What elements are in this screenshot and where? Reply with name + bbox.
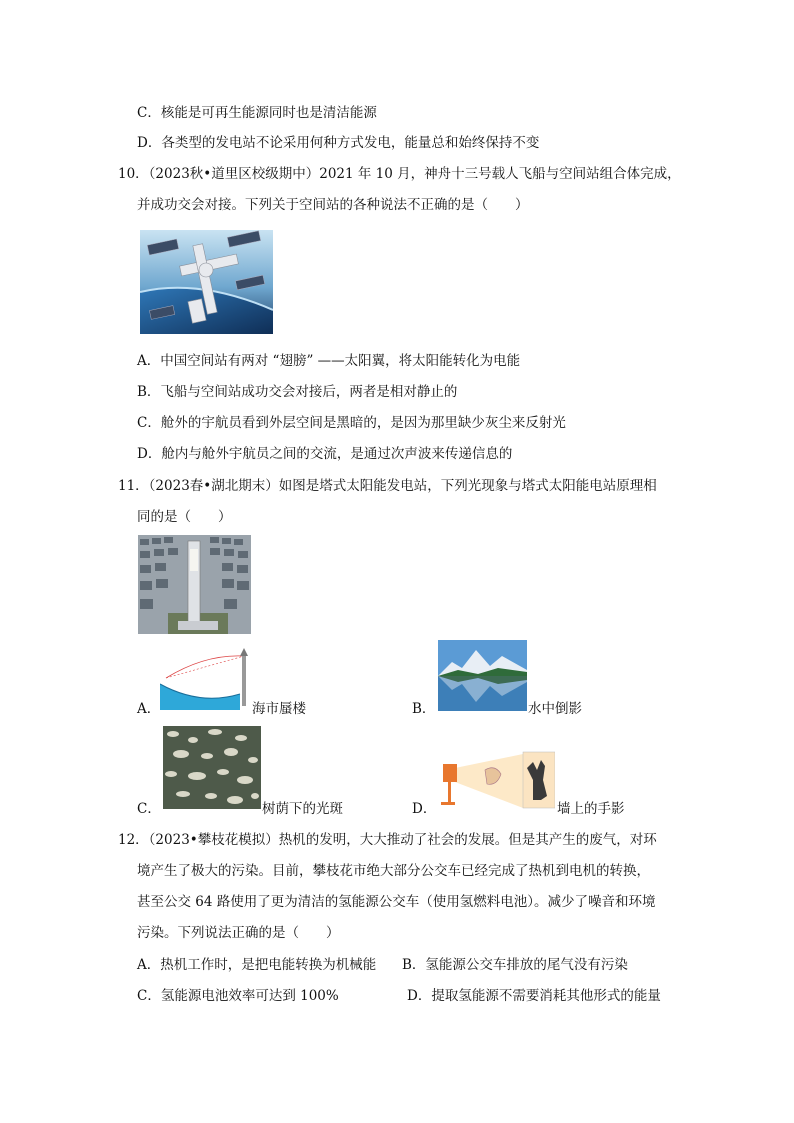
mirage-diagram-image [160, 644, 251, 710]
q12-option-d: D．提取氢能源不需要消耗其他形式的能量 [407, 988, 661, 1004]
solar-tower-image [138, 535, 251, 634]
q9-option-d: D．各类型的发电站不论采用何种方式发电，能量总和始终保持不变 [137, 135, 540, 151]
q12-option-b: B．氢能源公交车排放的尾气没有污染 [402, 957, 628, 973]
q12-stem-line-4: 污染。下列说法正确的是（ ） [137, 925, 340, 941]
q11-option-d-caption: 墙上的手影 [557, 801, 625, 817]
q9-option-c: C．核能是可再生能源同时也是清洁能源 [137, 105, 377, 121]
q11-option-a-caption: 海市蜃楼 [252, 701, 306, 717]
q11-option-d-letter: D． [412, 801, 437, 817]
hand-shadow-image [437, 750, 555, 810]
q11-stem-line-2: 同的是（ ） [137, 509, 232, 525]
q10-stem-line-1: 10．（2023秋•道里区校级期中）2021 年 10 月，神舟十三号载人飞船与空间站组合体完成， [118, 166, 681, 182]
q11-option-b-letter: B． [412, 701, 436, 717]
q12-option-c: C．氢能源电池效率可达到 100% [137, 988, 339, 1004]
q10-option-b: B．飞船与空间站成功交会对接后，两者是相对静止的 [137, 384, 458, 400]
q11-stem-line-1: 11．（2023春•湖北期末）如图是塔式太阳能发电站，下列光现象与塔式太阳能电站原理相 [118, 478, 657, 494]
q12-stem-line-2: 境产生了极大的污染。目前，攀枝花市绝大部分公交车已经完成了热机到电机的转换， [137, 863, 650, 879]
tree-shade-spots-image [163, 726, 261, 809]
space-station-image [140, 230, 273, 334]
q10-option-c: C．舱外的宇航员看到外层空间是黑暗的，是因为那里缺少灰尘来反射光 [137, 415, 566, 431]
q12-stem-line-3: 甚至公交 64 路使用了更为清洁的氢能源公交车（使用氢燃料电池）。减少了噪音和环境 [137, 894, 656, 910]
q10-option-a: A．中国空间站有两对 “翅膀” ——太阳翼，将太阳能转化为电能 [137, 353, 521, 369]
q10-stem-line-2: 并成功交会对接。下列关于空间站的各种说法不正确的是（ ） [137, 197, 529, 213]
q11-option-c-caption: 树荫下的光斑 [262, 801, 343, 817]
q10-option-d: D．舱内与舱外宇航员之间的交流，是通过次声波来传递信息的 [137, 446, 513, 462]
q12-stem-line-1: 12．（2023•攀枝花模拟）热机的发明，大大推动了社会的发展。但是其产生的废气，对环 [118, 832, 657, 848]
q11-option-b-caption: 水中倒影 [528, 701, 582, 717]
q11-option-a-letter: A． [137, 701, 161, 717]
q11-option-c-letter: C． [137, 801, 161, 817]
water-reflection-image [438, 640, 527, 711]
q12-option-a: A．热机工作时，是把电能转换为机械能 [137, 957, 377, 973]
